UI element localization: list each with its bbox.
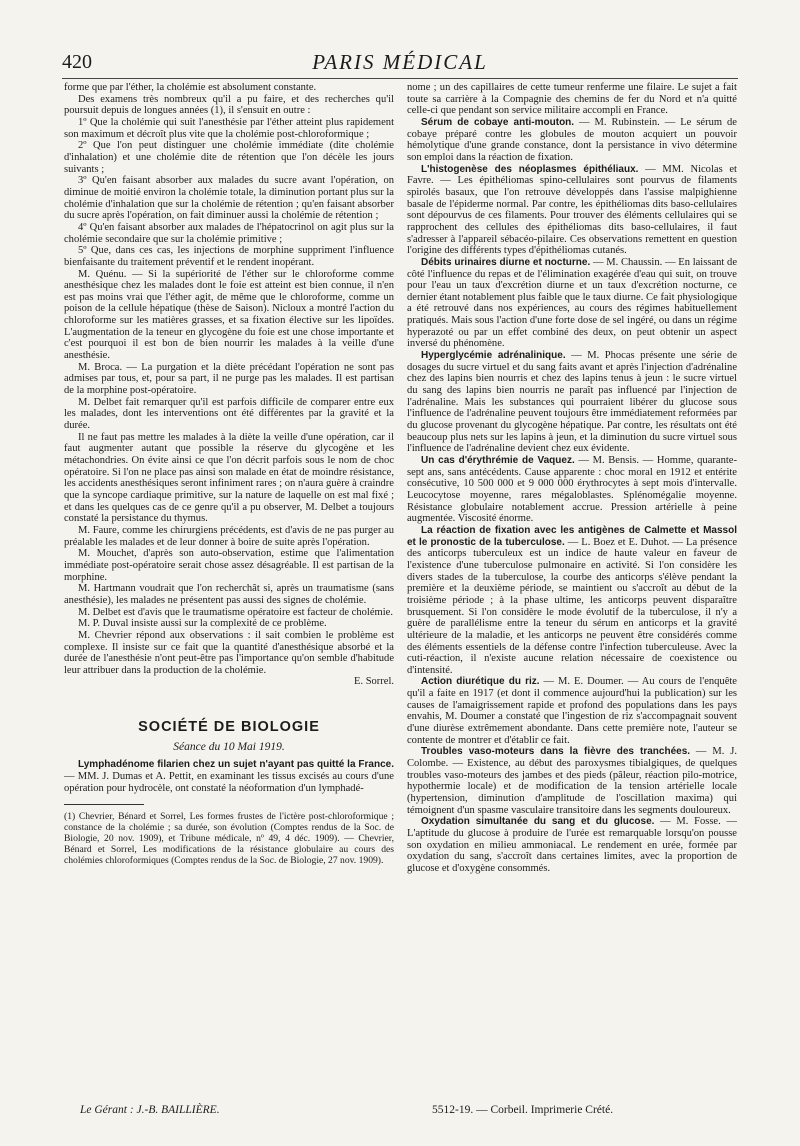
- body-paragraph: 2º Que l'on peut distinguer une cholémie immédiate (dite cholémie d'inhalation) et une cholémie dite de rétention que l'on décèle les jours suivants ;: [64, 140, 394, 175]
- article-paragraph: [407, 455, 737, 525]
- article-paragraph: [407, 257, 737, 350]
- body-paragraph: M. Hartmann voudrait que l'on recherchât si, après un traumatisme (sans anesthésie), les malades ne présentent pas aussi des signes de cholémie.: [64, 583, 394, 606]
- article-title: Oxydation simultanée du sang et du glucose.: [421, 816, 655, 828]
- article-text: — M. Rubinstein. — Le sérum de cobaye préparé contre les globules de mouton acquiert un pouvoir hémolytique d'une grande constance, dont la persistance in vivo détermine son emploi dans la réaction de fixation.: [407, 116, 737, 163]
- society-title: SOCIÉTÉ DE BIOLOGIE: [138, 719, 320, 736]
- body-paragraph: M. Faure, comme les chirurgiens précédents, est d'avis de ne pas purger au préalable les malades et de leur donner à boire de suite après l'opération.: [64, 524, 394, 548]
- article-title: L'histogenèse des néoplasmes épithéliaux.: [421, 163, 639, 175]
- body-paragraph: M. Chevrier répond aux observations : il sait combien le problème est complexe. Il insiste sur ce fait que la quantité d'anesthésique absorbé et la durée de l'anesthésie n'ont peut-être pas l'importance qu'on semble d'habitude leur attribuer dans la production de la cholémie.: [64, 629, 394, 676]
- body-paragraph: M. Delbet fait remarquer qu'il est parfois difficile de comparer entre eux les malades, dont les interventions ont été différentes par la gravité et la durée.: [64, 396, 394, 432]
- article-text: — MM. J. Dumas et A. Pettit, en examinant les tissus excisés au cours d'une opération pour hydrocèle, ont constaté la néoformation d'un lymphadé-: [64, 771, 394, 794]
- signature: E. Sorrel.: [354, 676, 394, 688]
- article-title: Action diurétique du riz.: [421, 676, 540, 688]
- article-text: — M. Phocas présente une série de dosages du sucre virtuel et du sang faits avant et après l'injection d'adrénaline chez des lapins bien nourris et chez des lapins tenus à jeun : le sucre virtuel du sang des lapins bien nourris ne paraît pas influencé par l'injection de l'adrénaline. Mais les substances qui pourraient libérer du glucose sous l'influence de l'adrénaline peuvent toujours être immédiatement reformées par du glucose provenant du glycogène hépatique. Par contre, les résultats ont été beaucoup plus nets sur les lapins à jeun, et la diminution du sucre virtuel sous l'influence de l'adrénaline devient chez eux évidente.: [407, 350, 737, 455]
- article-text: — M. J. Colombe. — Existence, au début des paroxysmes tibialgiques, de quelques troubles vaso-moteurs des jambes et des pieds (pâleur, réaction pilo-motrice, hypothermie locale) et de modification de la tension artérielle locale (hypertension, diminution d'amplitude de l'oscillation maxima) qui témoignent d'un spasme vasculaire transitoire dans les segments douloureux.: [407, 746, 737, 816]
- body-paragraph: 4º Qu'en faisant absorber aux malades de l'hépatocrinol on agit plus sur la cholémie secondaire que sur la cholémie primitive ;: [64, 221, 394, 245]
- article-title: Hyperglycémie adrénalinique.: [421, 350, 566, 362]
- article-title: Sérum de cobaye anti-mouton.: [421, 116, 575, 128]
- article-text: — M. E. Doumer. — Au cours de l'enquête qu'il a faite en 1917 (et dont il commence aujourd'hui la publication) sur les causes de l'amaigrissement rapide et profond des populations dans les pays envahis, M. Doumer a constaté que l'ingestion de riz s'accompagnait souvent d'une diurèse extrêmement abondante. Dans cette première note, l'auteur se contente de montrer et d'établir ce fait.: [407, 676, 737, 746]
- article-text: — M. Fosse. — L'aptitude du glucose à produire de l'urée est remarquable lorsqu'on pousse son oxydation en milieu ammoniacal. Le rendement en urée, formée par oxydation du sang, s'accroît dans certaines limites, avec la proportion de glucose et d'oxygène consommés.: [407, 816, 737, 874]
- body-paragraph: 3º Qu'en faisant absorber aux malades du sucre avant l'opération, on diminue de moitié environ la cholémie totale, la diminution portant plus sur la cholémie d'inhalation que sur la cholémie de rétention ; qu'en faisant absorber du sucre après l'opération, on fait diminuer aussi la cholémie de rétention ;: [64, 175, 394, 222]
- article-paragraph: [407, 676, 737, 746]
- article-title: La réaction de fixation avec les antigènes de Calmette et Massol et le pronostic de la tuberculose.: [407, 524, 737, 548]
- body-paragraph: Des examens très nombreux qu'il a pu faire, et des recherches qu'il poursuit depuis de longues années (1), il s'ensuit en outre :: [64, 93, 394, 117]
- journal-title: PARIS MÉDICAL: [312, 50, 488, 74]
- article-text: — M. Bensis. — Homme, quarante-sept ans, sans antécédents. Cause apparente : choc moral en 1912 et entérite consécutive, 10 500 000 et 9 000 000 érythrocytes à sept mois d'intervalle. Leucocytose moyenne, rares mégaloblastes. Splénomégalie moyenne. Résistance globulaire notablement accrue. Pression artérielle à peine augmentée. Viscosité énorme.: [407, 455, 737, 525]
- footnote-text: (1) Chevrier, Bénard et Sorrel, Les formes frustes de l'ictère post-chloroformique ; constance de la cholémie ; sa durée, son évolution (Comptes rendus de la Soc. de Biologie, 20 nov. 1909), et Tribune médicale, nº 49, 4 déc. 1909). — Chevrier, Bénard et Sorrel, Les modifications de la résistance globulaire au cours des cholémies chloroformiques (Comptes rendus de la Soc. de Biologie, 27 nov. 1909).: [64, 811, 394, 867]
- footnote-rule: [64, 804, 144, 805]
- right-column: [407, 82, 737, 1092]
- printer-line: 5512-19. — Corbeil. Imprimerie Crété.: [432, 1104, 614, 1116]
- body-paragraph: M. Delbet est d'avis que le traumatisme opératoire est facteur de cholémie.: [78, 606, 393, 618]
- body-paragraph: M. Quénu. — Si la supériorité de l'éther sur le chloroforme comme anesthésique chez les malades dont le foie est atteint est bien connue, il n'en est pas moins vrai que l'éther agit, de même que le chloroforme, comme un poison de la cellule hépatique (thèse de Saison). Nicloux a montré l'action du chloroforme sur les matières grasses, et sa fixation élective sur les lipoïdes. L'augmentation de la teneur en glycogène du foie est une chose importante et c'est pourquoi il est bon de bien nourrir les malades à la veille d'une anesthésie.: [64, 268, 394, 362]
- intro-paragraph: nome ; un des capillaires de cette tumeur renferme une filaire. Le sujet a fait toute sa carrière à la Compagnie des chemins de fer du Nord et n'a quitté celle-ci que pendant son service militaire accompli en France.: [407, 82, 737, 117]
- body-paragraph: 5º Que, dans ces cas, les injections de morphine suppriment l'influence bienfaisante du traitement préventif et le rendent inopérant.: [64, 245, 394, 268]
- article-paragraph: [407, 164, 737, 257]
- article-text: — L. Boez et E. Duhot. — La présence des anticorps tuberculeux est un indice de haute valeur en faveur de l'existence d'une tuberculose pulmonaire en activité. Si l'on considère les divers stades de la tuberculose, la courbe des anticorps s'élève pendant la première et la deuxième période, se maintient ou s'accroît au début de la troisième période ; à la phase ultime, les anticorps peuvent disparaître brusquement. Si l'on considère le mode évolutif de la tuberculose, il n'y a guère de parallélisme entre la teneur du sérum en anticorps et la gravité ultérieure de la maladie, et les anticorps ne peuvent être considérés comme des éléments essentiels de la défense contre l'infection tuberculeuse. Avec la cuti-réaction, il n'existe aucune relation nécessaire de coexistence ou d'intensité.: [407, 536, 737, 676]
- body-paragraph: M. Broca. — La purgation et la diète précédant l'opération ne sont pas admises par tous, et, pour sa part, il ne purge pas les malades. Il est partisan de la morphine post-opératoire.: [64, 361, 394, 397]
- body-paragraph: M. Mouchet, d'après son auto-observation, estime que l'alimentation immédiate post-opératoire serait chose assez désagréable. Il est partisan de la morphine.: [64, 548, 394, 583]
- gerant-line: Le Gérant : J.-B. BAILLIÈRE.: [80, 1104, 220, 1116]
- article-title: Troubles vaso-moteurs dans la fièvre des tranchées.: [421, 746, 691, 758]
- article-paragraph: [64, 759, 394, 794]
- page-number: 420: [62, 51, 92, 73]
- page-footer: [62, 1104, 738, 1120]
- footnote: [64, 811, 394, 866]
- body-paragraph: forme que par l'éther, la cholémie est absolument constante.: [64, 82, 317, 93]
- left-paragraphs: [64, 82, 394, 676]
- article-paragraph: [407, 117, 737, 164]
- body-paragraph: 1º Que la cholémie qui suit l'anesthésie par l'éther atteint plus rapidement son maximum et décroît plus vite que la cholémie post-chloroformique ;: [64, 116, 394, 140]
- article-text: — MM. Nicolas et Favre. — Les épithéliomas spino-cellulaires sont pourvus de filaments spirolés basaux, que l'on retrouve développés dans l'assise malpighienne basale de l'épiderme normal. Par contre, les épithéliomas dits baso-cellulaires sont dépourvus de ces filaments. Pour trouver des éléments cellulaires qui se rapprochent des cellules des épithéliomas dits baso-cellulaires, il faut s'adresser à l'appareil sébacéo-pilaire. Ces observations remettent en question l'origine des différents types d'épithéliomas cutanés.: [407, 163, 737, 257]
- article-paragraph: [407, 525, 737, 677]
- body-paragraph: Il ne faut pas mettre les malades à la diète la veille d'une opération, car il faut augmenter autant que possible la réserve du glycogène et les métachondries. On évite ainsi ce que l'on décrit parfois sous le nom de choc opératoire. Si l'on ne place pas ainsi son malade en état de moindre résistance, les accidents anesthésiques seront infiniment rares ; on n'aura guère à craindre que la syncope cardiaque primitive, sur la nature de laquelle on est mal fixé ; et dans les quelques cas de ce genre qu'il a pu observer, M. Delbet a toujours constaté la persistance du thymus.: [64, 431, 394, 525]
- article-text: — M. Chaussin. — En laissant de côté l'influence du repas et de l'élimination exagérée d'eau qui suit, on trouve pour l'eau un taux d'excrétion diurne et un taux d'excrétion nocturne, ce dernier étant notablement plus faible que le taux diurne. Ce fait physiologique a été retrouvé dans nos expériences, au cours des régimes habituellement pratiqués. Mais sous l'action d'une forte dose de sel ingéré, ou dans un régime hyperazoté ou par un effet combiné des deux, on peut obtenir un aspect inversé du phénomène.: [407, 256, 737, 350]
- left-column: [64, 82, 394, 1092]
- article-paragraph: [407, 350, 737, 455]
- article-title: Débits urinaires diurne et nocturne.: [421, 256, 591, 268]
- article-paragraph: [407, 816, 737, 874]
- page-header: [62, 44, 738, 79]
- article-paragraph: [407, 746, 737, 816]
- session-date: Séance du 10 Mai 1919.: [173, 740, 285, 753]
- article-title: Un cas d'érythrémie de Vaquez.: [421, 455, 575, 466]
- body-paragraph: M. P. Duval insiste aussi sur la complexité de ce problème.: [78, 618, 327, 630]
- right-articles: [407, 117, 737, 875]
- article-title: Lymphadénome filarien chez un sujet n'ayant pas quitté la France.: [78, 759, 394, 771]
